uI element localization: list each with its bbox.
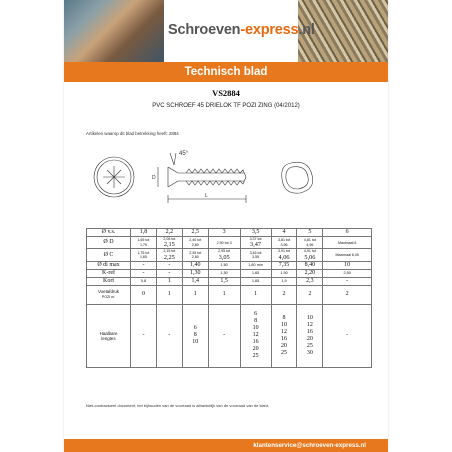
length-value: 12 bbox=[252, 332, 259, 339]
cell: 1,4 bbox=[182, 277, 208, 285]
cell: 1,50 bbox=[208, 269, 240, 277]
cell: 1,60 bbox=[208, 261, 240, 269]
cell-top: 3,91 tot bbox=[278, 249, 291, 254]
length-value: 25 bbox=[306, 342, 313, 349]
row-label: Ø D bbox=[87, 237, 131, 249]
length-value: 16 bbox=[306, 328, 313, 335]
row-dmax bbox=[87, 261, 372, 269]
cell: 10 bbox=[323, 261, 372, 269]
cell-bottom: 2,60 bbox=[191, 242, 199, 247]
cell bbox=[156, 249, 182, 261]
cell bbox=[297, 237, 323, 249]
screw-drawing bbox=[86, 145, 376, 215]
screw-head-top-view bbox=[94, 157, 134, 197]
cell bbox=[323, 304, 372, 367]
cell-top: 4,81 tot bbox=[303, 238, 316, 243]
cell-top: 3,37 tot bbox=[249, 237, 262, 241]
length-value: 10 bbox=[192, 339, 199, 346]
length-value: 16 bbox=[252, 339, 259, 346]
row-voetafdruk bbox=[87, 285, 372, 304]
length-value: 30 bbox=[306, 349, 313, 356]
row-kref bbox=[87, 269, 372, 277]
length-value: 6 bbox=[254, 311, 258, 318]
header-photo-left bbox=[64, 0, 164, 62]
length-value: 20 bbox=[252, 346, 259, 353]
cell: 0,8 bbox=[131, 277, 157, 285]
row-label bbox=[87, 285, 131, 304]
length-value: - bbox=[168, 332, 171, 339]
cell-single: Maximaal 6,05 bbox=[335, 252, 359, 257]
cell-bottom: 3,05 bbox=[218, 253, 230, 261]
row-diameter bbox=[87, 229, 372, 237]
cell: 1 bbox=[240, 285, 271, 304]
cell bbox=[156, 304, 182, 367]
length-value: - bbox=[223, 332, 226, 339]
cell-bottom: 4,06 bbox=[278, 253, 290, 261]
trilobe-section bbox=[282, 162, 313, 193]
cell: 1,8 bbox=[131, 229, 157, 237]
cell: 8,40 bbox=[297, 261, 323, 269]
cell bbox=[323, 237, 372, 249]
length-value: 8 bbox=[193, 332, 197, 339]
cell-bottom: 2,15 bbox=[163, 241, 175, 249]
cell-top: 4,91 tot bbox=[303, 249, 316, 254]
cell: - bbox=[323, 277, 372, 285]
cell: 1,65 bbox=[240, 277, 271, 285]
cell: 2,5 bbox=[182, 229, 208, 237]
cell-bottom: 1,75 bbox=[139, 242, 147, 247]
cell: 3 bbox=[208, 229, 240, 237]
cell bbox=[297, 304, 323, 367]
cell: - bbox=[131, 261, 157, 269]
row-label bbox=[87, 304, 131, 367]
cell: 1,30 bbox=[182, 269, 208, 277]
cell bbox=[271, 249, 297, 261]
length-value: 12 bbox=[281, 328, 288, 335]
cell: 2,2 bbox=[156, 229, 182, 237]
length-value: - bbox=[346, 332, 349, 339]
screw-side-view bbox=[158, 153, 246, 203]
doc-code: VS2884 bbox=[212, 88, 240, 98]
cell: 7,35 bbox=[271, 261, 297, 269]
cell: 1,80 min bbox=[240, 261, 271, 269]
length-value: 10 bbox=[281, 321, 288, 328]
cell-bottom: 3,47 bbox=[250, 241, 262, 249]
cell-top: 2,05 tot bbox=[163, 237, 176, 241]
spec-table bbox=[86, 228, 372, 368]
logo-part3: .nl bbox=[298, 22, 315, 38]
cell-bottom: 3,96 bbox=[280, 242, 288, 247]
row-label: Kort bbox=[87, 277, 131, 285]
cell bbox=[208, 304, 240, 367]
cell-bottom: 4,96 bbox=[306, 242, 314, 247]
row-label: Ø di max bbox=[87, 261, 131, 269]
cell bbox=[182, 249, 208, 261]
length-value: 25 bbox=[252, 353, 259, 360]
cell-bottom: 5,06 bbox=[304, 253, 316, 261]
length-value: 10 bbox=[252, 325, 259, 332]
banner-title: Technisch blad bbox=[64, 62, 388, 82]
cell-top: 2,15 tot bbox=[163, 249, 176, 254]
cell-bottom: 2,25 bbox=[163, 253, 175, 261]
cell bbox=[131, 304, 157, 367]
cell bbox=[156, 237, 182, 249]
cell: 2 bbox=[297, 285, 323, 304]
datasheet-page bbox=[64, 0, 388, 452]
cell-single: 2,90 tot 3 bbox=[216, 240, 232, 245]
cell bbox=[271, 304, 297, 367]
cell: 1 bbox=[182, 285, 208, 304]
cell-bottom: 3,55 bbox=[252, 255, 260, 260]
cell bbox=[240, 304, 271, 367]
length-value: 8 bbox=[282, 314, 286, 321]
cell: 1 bbox=[208, 285, 240, 304]
cell bbox=[182, 304, 208, 367]
cell: 1,9 bbox=[271, 277, 297, 285]
row-label-sub: lengtes bbox=[101, 335, 116, 341]
angle-label: 45° bbox=[179, 151, 189, 157]
cell-top: 2,95 tot bbox=[218, 249, 231, 254]
cell bbox=[271, 237, 297, 249]
cell-bottom: 2,60 bbox=[191, 255, 199, 260]
cell bbox=[208, 249, 240, 261]
cell-top: 2,40 tot bbox=[189, 238, 202, 243]
row-label: Ø v.s. bbox=[87, 229, 131, 237]
row-label-main: Voetafdruk bbox=[98, 288, 119, 294]
cell: 1 bbox=[156, 277, 182, 285]
row-label: K-ref bbox=[87, 269, 131, 277]
row-label: Ø C bbox=[87, 249, 131, 261]
cell bbox=[131, 249, 157, 261]
cell: 1,40 bbox=[182, 261, 208, 269]
cell: - bbox=[156, 261, 182, 269]
cell: 2,20 bbox=[297, 269, 323, 277]
cell: - bbox=[156, 269, 182, 277]
cell-top: 1,65 tot bbox=[137, 238, 150, 243]
length-value: 20 bbox=[306, 335, 313, 342]
length-value: 25 bbox=[281, 349, 288, 356]
length-label: L bbox=[205, 193, 208, 199]
cell: 1,65 bbox=[240, 269, 271, 277]
cell: 1,90 bbox=[271, 269, 297, 277]
logo[interactable] bbox=[168, 22, 315, 38]
cell: 1,5 bbox=[208, 277, 240, 285]
cell: 2 bbox=[323, 285, 372, 304]
cell-top: 3,45 tot bbox=[249, 250, 262, 255]
footer-email-link[interactable]: klantenservice@schroeven-express.nl bbox=[253, 442, 366, 449]
cell: 4 bbox=[271, 229, 297, 237]
length-value: 6 bbox=[193, 325, 197, 332]
cell: 2,3 bbox=[297, 277, 323, 285]
cell-bottom: 1,65 bbox=[139, 255, 147, 260]
cell: 6 bbox=[323, 229, 372, 237]
header bbox=[64, 0, 388, 62]
cell: 2 bbox=[271, 285, 297, 304]
length-value: 8 bbox=[254, 318, 258, 325]
row-lengths bbox=[87, 304, 372, 367]
cell bbox=[323, 249, 372, 261]
cell: - bbox=[131, 269, 157, 277]
d-label: D bbox=[152, 175, 156, 181]
cell-single: Maximaal 6 bbox=[337, 240, 357, 245]
logo-part2: -express bbox=[240, 22, 299, 38]
cell-top: 3,81 tot bbox=[278, 238, 291, 243]
length-value: 12 bbox=[306, 321, 313, 328]
row-label-sub: POZI nr. bbox=[101, 294, 116, 299]
cell bbox=[240, 237, 271, 249]
cell bbox=[297, 249, 323, 261]
cell-top: 2,45 tot bbox=[189, 250, 202, 255]
doc-subtitle: PVC SCHROEF 45 DRIELOK TF POZI ZING (04/2012) bbox=[152, 103, 300, 109]
cell: 1 bbox=[156, 285, 182, 304]
cell bbox=[240, 249, 271, 261]
cell bbox=[208, 237, 240, 249]
row-C bbox=[87, 249, 372, 261]
length-value: 20 bbox=[281, 342, 288, 349]
articles-note: Artikelen waarop dit blad betrekking heeft: 2884 bbox=[86, 131, 179, 136]
cell bbox=[131, 237, 157, 249]
cell-top: 1,75 tot bbox=[137, 250, 150, 255]
footer-bar bbox=[64, 439, 388, 452]
cell: 0 bbox=[131, 285, 157, 304]
row-D bbox=[87, 237, 372, 249]
cell: 3,5 bbox=[240, 229, 271, 237]
disclaimer-note: Niet-contractueel document, het bijhouden van de voorraad is afhankelijk van de voorraad van de klant. bbox=[86, 403, 270, 408]
cell bbox=[182, 237, 208, 249]
row-kort bbox=[87, 277, 372, 285]
logo-part1: Schroeven bbox=[168, 22, 241, 38]
cell: 5 bbox=[297, 229, 323, 237]
row-label-main: Haalbare bbox=[99, 330, 118, 336]
length-value: 16 bbox=[281, 335, 288, 342]
cell: 2,50 bbox=[323, 269, 372, 277]
length-value: 10 bbox=[306, 314, 313, 321]
length-value: - bbox=[142, 332, 145, 339]
